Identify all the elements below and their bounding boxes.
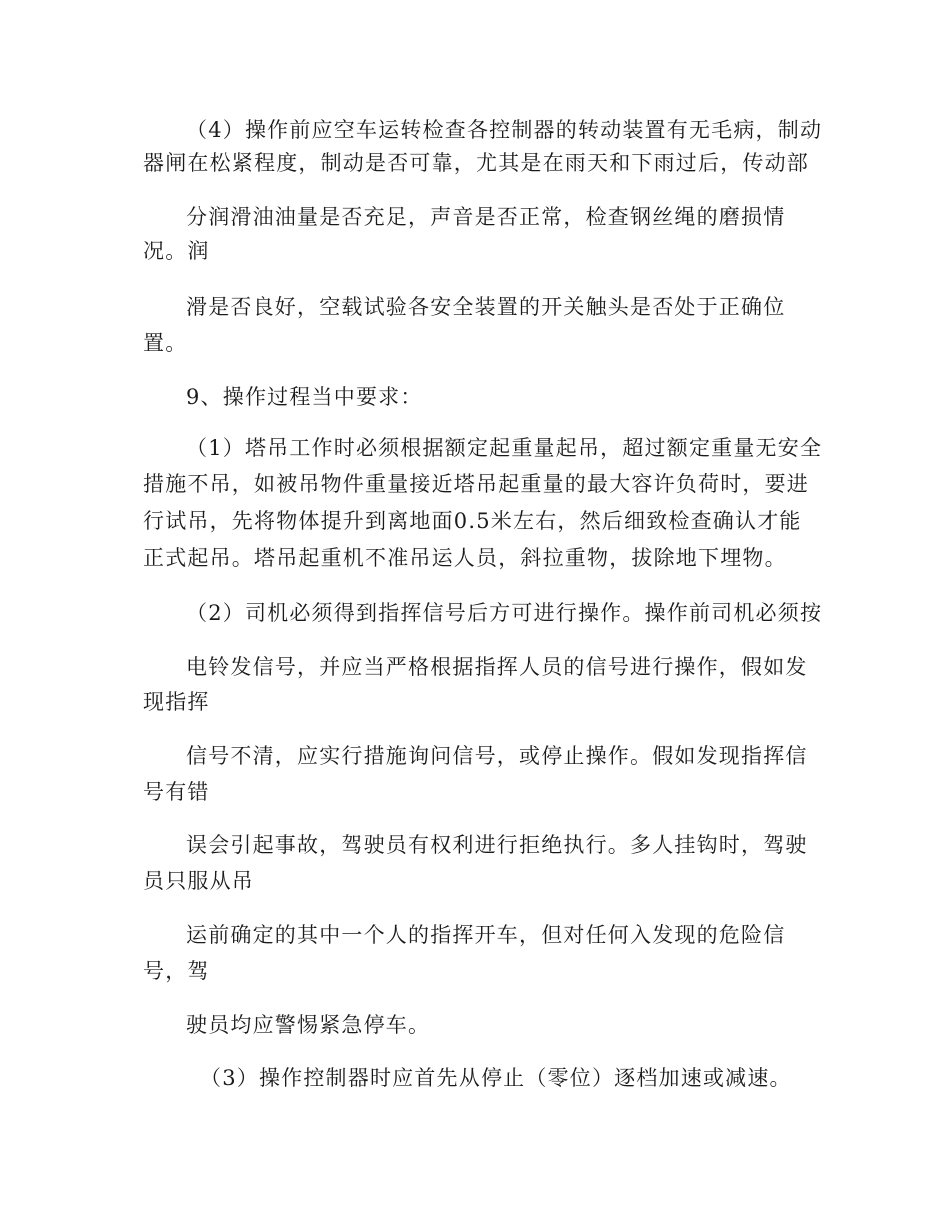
text-line: 号有错 bbox=[143, 780, 210, 804]
section-heading: 9、操作过程当中要求： bbox=[186, 385, 423, 409]
text-line: 号，驾 bbox=[143, 959, 210, 983]
text-line: （3）操作控制器时应首先从停止（零位）逐档加速或减速。 bbox=[200, 1066, 792, 1090]
text-line: 分润滑油油量是否充足，声音是否正常，检查钢丝绳的磨损情 bbox=[186, 205, 786, 229]
text-line: 滑是否良好，空载试验各安全装置的开关触头是否处于正确位 bbox=[186, 295, 786, 319]
text-line: 员只服从吊 bbox=[143, 869, 254, 893]
text-line: 驶员均应警惕紧急停车。 bbox=[186, 1013, 431, 1037]
text-line: 置。 bbox=[143, 331, 188, 355]
text-line: 行试吊，先将物体提升到离地面0.5米左右，然后细致检查确认才能 bbox=[143, 509, 802, 533]
text-line: 误会引起事故，驾驶员有权利进行拒绝执行。多人挂钩时，驾驶 bbox=[186, 833, 808, 857]
text-line: （2）司机必须得到指挥信号后方可进行操作。操作前司机必须按 bbox=[186, 601, 823, 625]
text-line: 运前确定的其中一个人的指挥开车，但对任何入发现的危险信 bbox=[186, 923, 786, 947]
text-line: 器闸在松紧程度，制动是否可靠，尤其是在雨天和下雨过后，传动部 bbox=[143, 151, 809, 175]
text-line: 措施不吊，如被吊物件重量接近塔吊起重量的最大容许负荷时，要进 bbox=[143, 472, 809, 496]
text-line: 信号不清，应实行措施询问信号，或停止操作。假如发现指挥信 bbox=[186, 744, 808, 768]
text-line: 正式起吊。塔吊起重机不准吊运人员，斜拉重物，拔除地下埋物。 bbox=[143, 546, 787, 570]
text-line: 现指挥 bbox=[143, 690, 210, 714]
text-line: （4）操作前应空车运转检查各控制器的转动装置有无毛病，制动 bbox=[186, 118, 823, 142]
text-line: 电铃发信号，并应当严格根据指挥人员的信号进行操作，假如发 bbox=[186, 655, 808, 679]
text-line: （1）塔吊工作时必须根据额定起重量起吊，超过额定重量无安全 bbox=[186, 436, 823, 460]
text-line: 况。润 bbox=[143, 239, 210, 263]
